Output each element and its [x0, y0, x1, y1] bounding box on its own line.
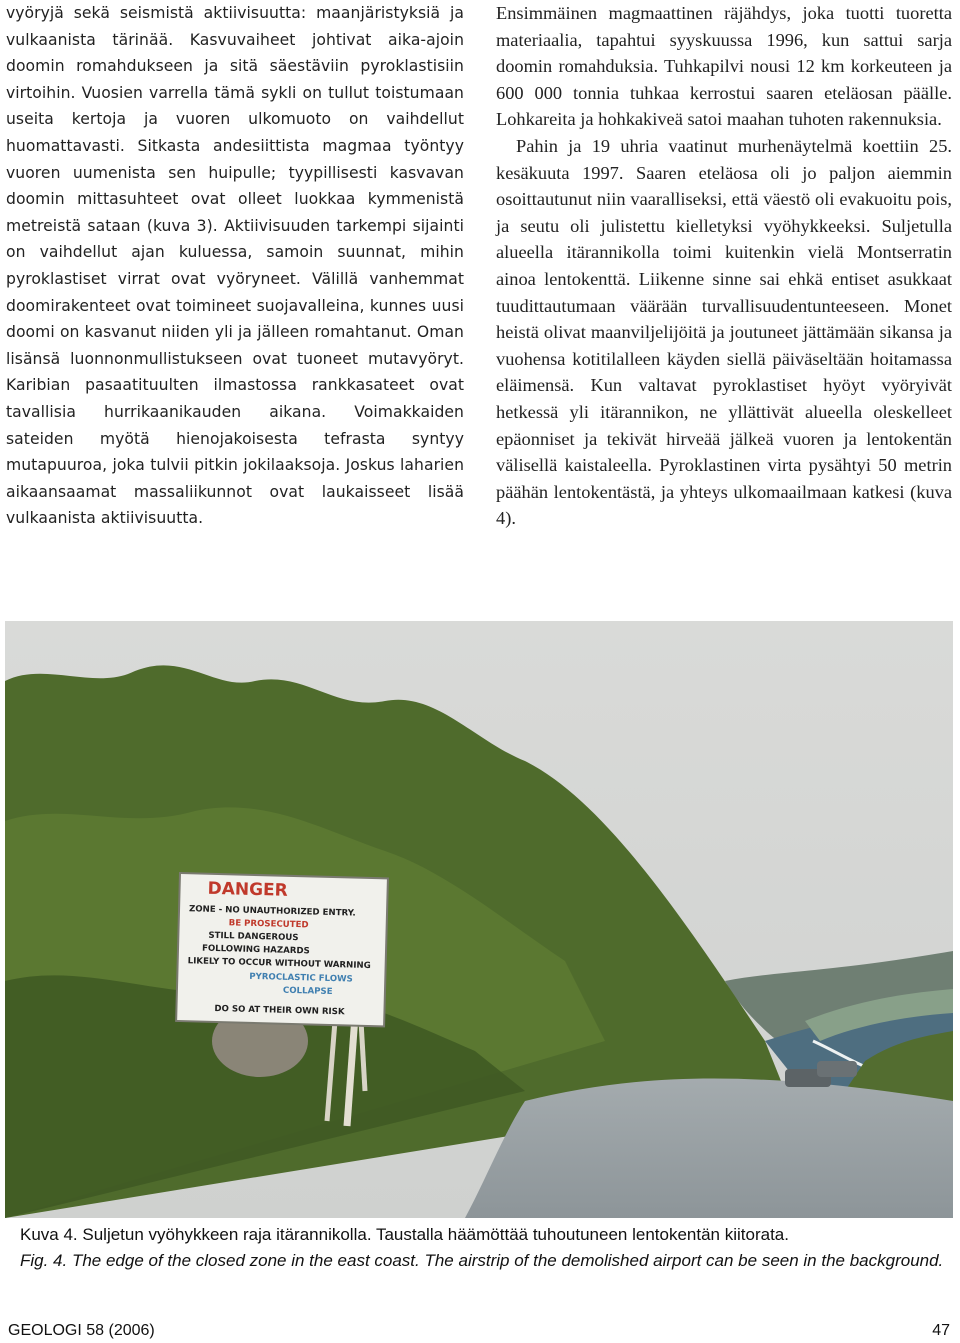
left-column-text: vyöryjä sekä seismistä aktiivisuutta: maanjäristyksiä ja vulkaanista tärinää. Kasvuvaiheet johtivat aika-ajoin doomin romahdukseen ja sitä säestäviin pyroklastisiin virtoihin. Vuosien varrella tämä sykli on tullut toistumaan useita kertoja ja vuoren ulkomuoto on vaihdellut huomattavasti. Sitkasta andesiittista magmaa työntyy vuoren uumenista sen huipulle; tyypillisesti kasvavan doomin mittasuhteet ovat olleet luokkaa kymmenistä metreistä sataan (kuva 3). Aktiivisuuden tarkempi sijainti on vaihdellut ajan kuluessa, samoin suunnat, mihin pyroklastiset virrat ovat vyöryneet. Välillä vanhemmat doomirakenteet ovat toimineet suojavalleina, kunnes uusi doomi on kasvanut niiden yli ja jälleen romahtanut. Oman lisänsä luonnonmullistukseen ovat tuoneet mutavyöryt. Karibian pasaatituulten ilmastossa rankkasateet ovat tavallisia hurrikaanikauden aikana. Voimakkaiden sateiden myötä hienojakoisesta tefrasta syntyy mutapuuroa, joka tulvii pitkin jokilaaksoja. Joskus laharien aikaansaamat massaliikunnot ovat laukaisseet lisää vulkaanista aktiivisuutta. [6, 4, 464, 528]
page-number: 47 [932, 1322, 950, 1339]
sign-line-1: ZONE - NO UNAUTHORIZED ENTRY. [188, 904, 356, 919]
parked-car-2 [817, 1061, 857, 1077]
sign-line-4: FOLLOWING HAZARDS [201, 943, 310, 957]
sign-line-0: DANGER [207, 878, 288, 901]
danger-sign [176, 873, 388, 1026]
sign-line-3: STILL DANGEROUS [208, 930, 299, 944]
right-paragraph-1: Ensimmäinen magmaattinen räjähdys, joka tuotti tuoretta materiaalia, tapahtui syyskuussa 1996, kun sattui sarja doomin romahduksia. Tuhkapilvi nousi 12 km korkeuteen ja 600 000 tonnia tuhkaa kerrostui saaren eteläosan päälle. Lohkareita ja hohkakiveä satoi maahan tuhoten rakennuksia. [496, 3, 952, 130]
sign-line-6: PYROCLASTIC FLOWS [249, 971, 353, 985]
right-paragraph-2: Pahin ja 19 uhria vaatinut murhenäytelmä koettiin 25. kesäkuuta 1997. Saaren eteläosa oli jo paljon aiemmin osoittautunut niin vaaralliseksi, että väestö oli evakuoitu pois, ja seutu oli julistettu kielletyksi vyöhykkeeksi. Suljetulla alueella itärannikolla toimi kuitenkin vielä Montserratin ainoa lentokenttä. Liikenne sinne sai ehkä entiset asukkaat tuudittautumaan väärään turvallisuudentunteeseen. Monet heistä olivat maanviljelijöitä ja joutuneet jättämään sikansa ja vuohensa kotitilalleen käyden siellä päiväseltään hoitamassa eläimensä. Kun valtavat pyroklastiset hyöyt vyöryivät hetkessä yli itärannikon, ne yllättivät alueella oleskelleet epäonniset ja tekivät hirveää jälkeä vuoren ja lentokentän välisellä kaistaleella. Pyroklastinen virta pysähtyi 50 metrin päähän lentokentästä, ja yhteys ulkomaailmaan katkesi (kuva 4). [496, 135, 952, 529]
sign-line-7: COLLAPSE [282, 985, 333, 998]
photo-illustration [5, 621, 953, 1218]
page-footer [8, 1322, 950, 1340]
caption-finnish: Kuva 4. Suljetun vyöhykkeen raja itärannikolla. Taustalla häämöttää tuhoutuneen lentokentän kiitorata. [20, 1225, 789, 1244]
road [465, 1079, 953, 1219]
sign-line-8: DO SO AT THEIR OWN RISK [214, 1003, 345, 1018]
figure-caption [20, 1224, 945, 1271]
left-column [6, 0, 464, 532]
journal-reference: GEOLOGI 58 (2006) [8, 1322, 155, 1339]
caption-english: Fig. 4. The edge of the closed zone in the east coast. The airstrip of the demolished airport can be seen in the background. [20, 1251, 944, 1270]
sign-line-5: LIKELY TO OCCUR WITHOUT WARNING [187, 956, 371, 972]
sign-line-2: BE PROSECUTED [228, 918, 309, 931]
figure-photo [5, 621, 953, 1218]
right-column [496, 0, 952, 532]
